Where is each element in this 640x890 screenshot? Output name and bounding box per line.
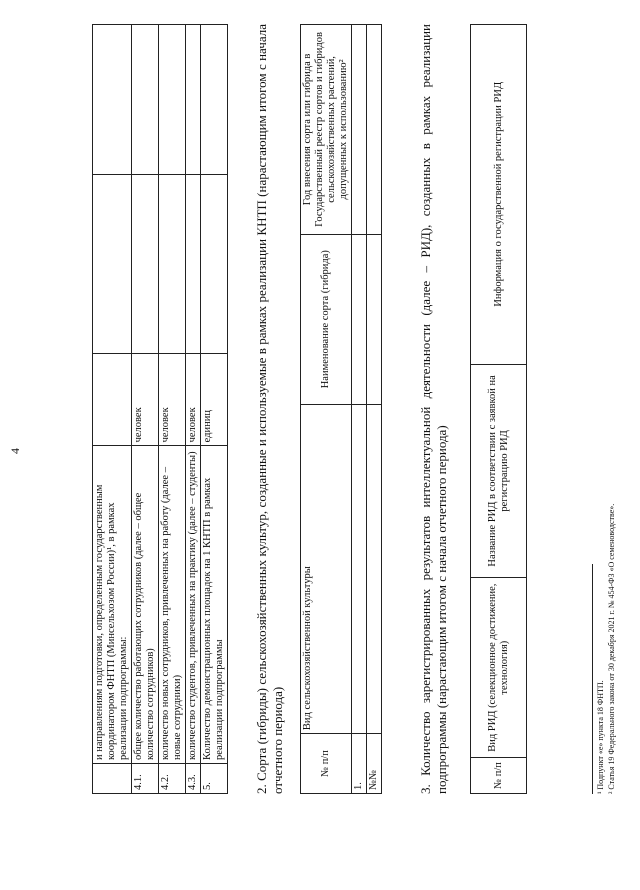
table-row	[352, 25, 367, 794]
row-unit: единиц	[201, 354, 228, 446]
row-value	[132, 174, 159, 354]
header-variety: Наименование сорта (гибрида)	[301, 234, 352, 404]
row-cell	[367, 404, 382, 734]
footnote-divider	[592, 564, 593, 794]
row-text: количество новых сотрудников, привлеченных на работу (далее – новые сотрудники)	[159, 446, 186, 764]
row-cell	[352, 404, 367, 734]
row-text: общее количество работающих сотрудников (далее – общее количество сотрудников)	[132, 446, 159, 764]
table-row	[132, 25, 159, 794]
row-number: 4.2.	[159, 764, 186, 794]
rid-table	[470, 24, 527, 794]
indicators-table	[92, 24, 228, 794]
row-number: 4.3.	[186, 764, 201, 794]
row-unit: человек	[159, 354, 186, 446]
section-3-heading: 3. Количество зарегистрированных результатов интеллектуальной деятельности (далее – РИД), созданных в рамках реализации подпрограммы (нарастающим итогом с начала отчетного периода)	[418, 24, 449, 794]
row-unit	[93, 354, 132, 446]
section-2-heading: 2. Сорта (гибриды) сельскохозяйственных культур, созданные и используемые в рамках реализации КНТП (нарастающим итогом с начала отчетного периода)	[254, 24, 285, 794]
row-unit: человек	[186, 354, 201, 446]
table-row	[186, 25, 201, 794]
header-registry-year: Год внесения сорта или гибрида в Государственный реестр сортов и гибридов сельскохозяйственных растений, допущенных к использованию²	[301, 25, 352, 235]
row-value	[186, 174, 201, 354]
header-crop: Вид сельскохозяйственной культуры	[301, 404, 352, 734]
row-number: 1.	[352, 734, 367, 794]
header-rid-name: Название РИД в соответствии с заявкой на регистрацию РИД	[471, 364, 527, 578]
footnote: ¹ Подпункт «е» пункта 18 ФНТП.	[596, 680, 605, 794]
row-cell	[367, 25, 382, 235]
row-unit: человек	[132, 354, 159, 446]
header-registration-info: Информация о государственной регистрации РИД	[471, 25, 527, 365]
header-number: № п/п	[301, 734, 352, 794]
row-value	[159, 25, 186, 175]
table-row	[159, 25, 186, 794]
row-cell	[352, 25, 367, 235]
row-value	[93, 25, 132, 175]
table-header-row	[471, 25, 527, 794]
row-number: 4.1.	[132, 764, 159, 794]
row-value	[132, 25, 159, 175]
row-value	[159, 174, 186, 354]
row-cell	[367, 234, 382, 404]
table-row	[367, 25, 382, 794]
footnote: ² Статья 19 Федерального закона от 30 декабря 2021 г. № 454-ФЗ «О семеноводстве».	[607, 503, 616, 794]
table-row	[201, 25, 228, 794]
row-text: и направлениям подготовки, определенным государственным координатором ФНТП (Минсельхозом России)¹, в рамках реализации подпрограммы:	[93, 446, 132, 764]
row-value	[93, 174, 132, 354]
header-rid-type: Вид РИД (селекционное достижение, технология)	[471, 578, 527, 758]
header-number: № п/п	[471, 758, 527, 794]
varieties-table	[300, 24, 382, 794]
row-number: №№	[367, 734, 382, 794]
row-number: 5.	[201, 764, 228, 794]
row-number	[93, 764, 132, 794]
table-row	[93, 25, 132, 794]
row-text: количество студентов, привлеченных на практику (далее – студенты)	[186, 446, 201, 764]
table-header-row	[301, 25, 352, 794]
row-value	[201, 174, 228, 354]
row-value	[201, 25, 228, 175]
row-text: Количество демонстрационных площадок на 1 КНТП в рамках реализации подпрограммы	[201, 446, 228, 764]
row-cell	[352, 234, 367, 404]
row-value	[186, 25, 201, 175]
page-number: 4	[8, 448, 22, 454]
